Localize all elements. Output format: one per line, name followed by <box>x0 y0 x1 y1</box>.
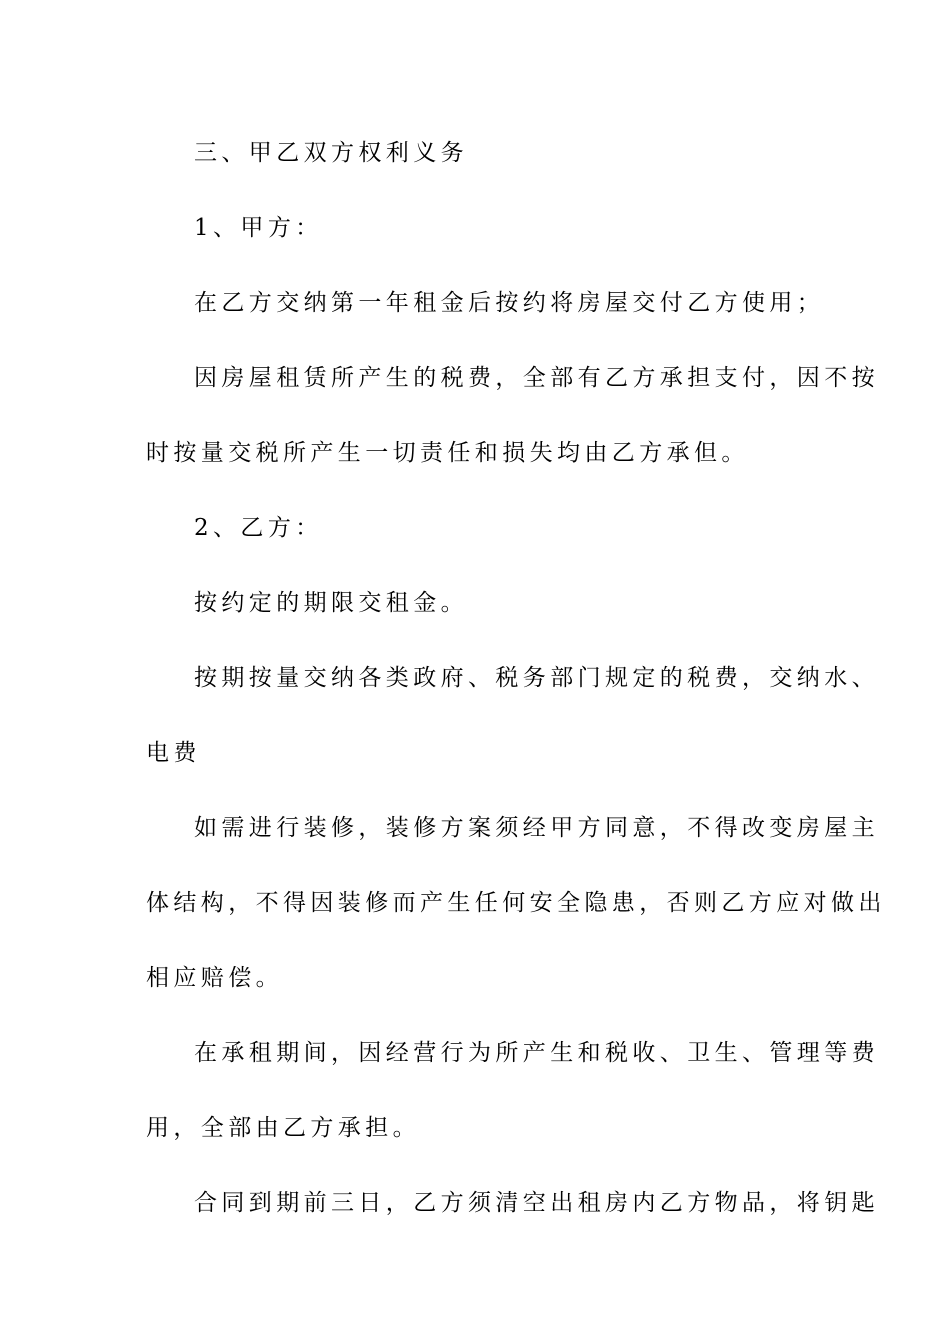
clause-party-b-heading: 2、乙方： <box>194 515 323 541</box>
paragraph-line: 相应赔偿。 <box>146 965 283 991</box>
paragraph-line: 电费 <box>146 740 201 766</box>
paragraph-line: 体结构，不得因装修而产生任何安全隐患，否则乙方应对做出 <box>146 890 886 916</box>
paragraph-line: 因房屋租赁所产生的税费，全部有乙方承担支付，因不按 <box>194 365 879 391</box>
clause-party-a-heading: 1、甲方： <box>194 215 323 241</box>
paragraph-line: 按约定的期限交租金。 <box>194 590 468 616</box>
paragraph-line: 在承租期间，因经营行为所产生和税收、卫生、管理等费 <box>194 1040 879 1066</box>
paragraph-line: 按期按量交纳各类政府、税务部门规定的税费，交纳水、 <box>194 665 879 691</box>
paragraph-line: 如需进行装修，装修方案须经甲方同意，不得改变房屋主 <box>194 815 879 841</box>
section-heading: 三、甲乙双方权利义务 <box>194 140 468 166</box>
paragraph-line: 时按量交税所产生一切责任和损失均由乙方承但。 <box>146 440 749 466</box>
paragraph-line: 用，全部由乙方承担。 <box>146 1115 420 1141</box>
paragraph-line: 在乙方交纳第一年租金后按约将房屋交付乙方使用； <box>194 290 825 316</box>
paragraph-line: 合同到期前三日，乙方须清空出租房内乙方物品，将钥匙 <box>194 1190 879 1216</box>
